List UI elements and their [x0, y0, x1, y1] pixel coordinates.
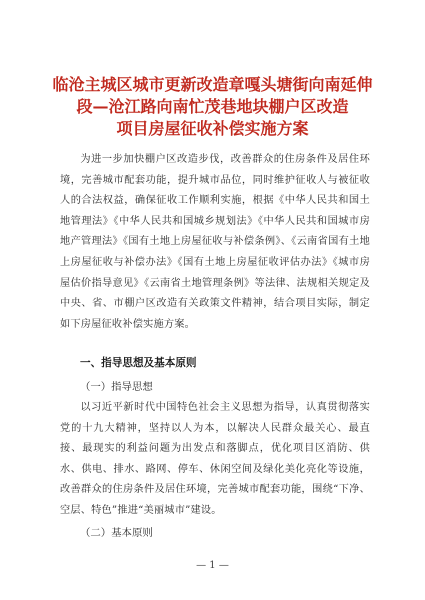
guiding-ideology-paragraph: 以习近平新时代中国特色社会主义思想为指导，认真贯彻落实党的十九大精神，坚持以人为本，以解决人民群众最关心、最直接、最现实的利益问题为出发点和落脚点，优化项目区消防、供水、供电、排水、路网、停车、休闲空间及绿化美化亮化等设施，改善群众的住房条件及居住环境，完善城市配套功能，围绕“下净、空层、特色”推进“美丽城市”建设。 — [60, 402, 370, 516]
document-title-line-1: 临沧主城区城市更新改造章嘎头塘街向南延伸 — [52, 75, 373, 94]
document-title-line-2: 段—沧江路向南忙茂巷地块棚户区改造 — [76, 97, 349, 116]
page-number: — 1 — — [196, 560, 229, 571]
document-title-line-3: 项目房屋征收补偿实施方案 — [116, 119, 309, 138]
section-heading-guiding-principles: 一、指导思想及基本原则 — [80, 357, 197, 369]
intro-paragraph: 为进一步加快棚户区改造步伐，改善群众的住房条件及居住环境，完善城市配套功能，提升城市品位，同时维护征收人与被征收人的合法权益，确保征收工作顺利实施，根据《中华人民共和国土地管理法》《中华人民共和国城乡规划法》《中华人民共和国城市房地产管理法》《国有土地上房屋征收与补偿条例》、《云南省国有土地上房屋征收与补偿办法》《国有土地上房屋征收评估办法》《城市房屋估价指导意见》《云南省土地管理条例》等法律、法规相关规定及中央、省、市棚户区改造有关政策文件精神，结合项目实际，制定如下房屋征收补偿实施方案。 — [60, 154, 370, 330]
subsection-heading-guiding-ideology: （一）指导思想 — [80, 381, 153, 393]
subsection-heading-basic-principles: （二）基本原则 — [80, 527, 153, 539]
